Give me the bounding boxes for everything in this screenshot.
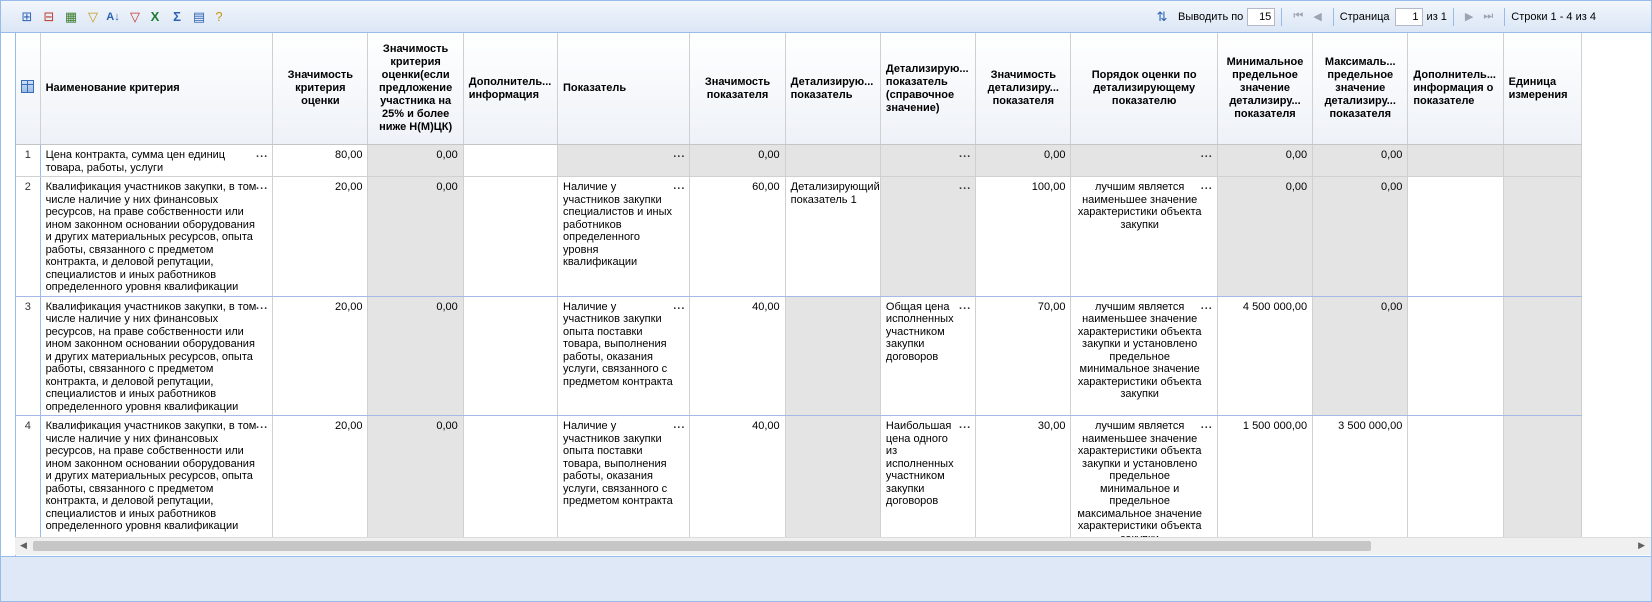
detail-indicator-cell — [785, 145, 880, 177]
unit-cell — [1503, 296, 1581, 416]
next-page-icon[interactable]: ▶ — [1464, 11, 1474, 23]
evaluation-order-text: лучшим является наименьшее значение характеристики объекта закупки и установлено предельное минимальное значение характеристики объекта закупки — [1077, 300, 1202, 400]
clear-filter-icon[interactable]: ▽ — [130, 9, 140, 24]
more-button[interactable]: ... — [673, 419, 686, 431]
criterion-name: Цена контракта, сумма цен единиц товара, работы, услуги — [45, 149, 226, 174]
indicator-extra-cell[interactable] — [1408, 296, 1503, 416]
detail-indicator-ref-cell[interactable] — [880, 296, 975, 416]
col-additional-info[interactable]: Дополнитель... информация — [463, 33, 557, 145]
delete-row-icon[interactable]: ⊟ — [43, 9, 55, 24]
separator — [1504, 8, 1505, 26]
more-button[interactable]: ... — [959, 419, 972, 431]
per-page-input[interactable] — [1247, 8, 1275, 26]
indicator-cell[interactable] — [558, 296, 690, 416]
more-button[interactable]: ... — [673, 299, 686, 312]
more-button[interactable]: ... — [1200, 180, 1213, 192]
indicator-significance-cell[interactable]: 40,00 — [690, 416, 785, 548]
detail-indicator-cell — [785, 296, 880, 416]
indicator-text: Наличие у участников закупки опыта поставки товара, выполнения работы, оказания услуги, связанного с предметом контракта — [563, 420, 673, 507]
unit-cell — [1503, 416, 1581, 548]
additional-info-cell[interactable] — [463, 145, 557, 177]
criterion-significance-cell[interactable]: 20,00 — [273, 296, 368, 416]
detail-indicator-cell — [785, 416, 880, 548]
help-icon[interactable]: ? — [215, 9, 223, 24]
min-value-cell[interactable]: 4 500 000,00 — [1217, 296, 1312, 416]
detail-ref-text: Наибольшая цена одного из исполненных участником закупки договоров — [885, 420, 954, 507]
row-number: 3 — [16, 296, 40, 416]
detail-indicator-cell[interactable]: Детализирующий показатель 1 — [785, 177, 880, 297]
detail-significance-cell[interactable]: 30,00 — [976, 416, 1071, 548]
col-criterion-significance[interactable]: Значимость критерия оценки — [273, 33, 368, 145]
add-row-icon[interactable]: ⊞ — [21, 9, 33, 24]
criterion-name-cell[interactable] — [40, 296, 273, 416]
row-number: 4 — [16, 416, 40, 548]
max-value-cell[interactable]: 3 500 000,00 — [1313, 416, 1408, 548]
col-indicator[interactable]: Показатель — [558, 33, 690, 145]
unit-cell — [1503, 145, 1581, 177]
indicator-text: Наличие у участников закупки опыта поставки товара, выполнения работы, оказания услуги, связанного с предметом контракта — [563, 300, 673, 388]
page-label: Страница — [1339, 10, 1390, 23]
additional-info-cell[interactable] — [463, 416, 557, 548]
criterion-name: Квалификация участников закупки, в том числе наличие у них финансовых ресурсов, на праве собственности или ином законном основании оборудования и других материальных ресурсов, опыта работы, связанного с предметом контракта, и деловой репутации, специалистов и иных работников определенного уровня квалификации — [45, 300, 257, 413]
excel-icon[interactable]: X — [150, 9, 160, 24]
header-row — [16, 33, 1582, 145]
max-value-cell: 0,00 — [1313, 296, 1408, 416]
col-criterion-name[interactable]: Наименование критерия — [40, 33, 273, 145]
more-button[interactable]: ... — [959, 148, 972, 160]
additional-info-cell[interactable] — [463, 296, 557, 416]
grid-toolbar — [1, 1, 1651, 33]
max-value-cell: 0,00 — [1313, 177, 1408, 297]
sort-icon[interactable]: A↓ — [106, 11, 120, 23]
criterion-name-cell[interactable] — [40, 416, 273, 548]
more-button[interactable]: ... — [256, 299, 269, 312]
indicator-extra-cell[interactable] — [1408, 416, 1503, 548]
table-settings-icon[interactable]: ▤ — [192, 9, 206, 24]
indicator-cell — [558, 145, 690, 177]
filter-icon[interactable]: ▽ — [88, 9, 98, 24]
pager — [1154, 1, 1596, 32]
first-page-icon[interactable]: ⏮ — [1293, 10, 1304, 22]
criterion-significance-cell[interactable]: 20,00 — [273, 177, 368, 297]
col-evaluation-order[interactable]: Порядок оценки по детализирующему показателю — [1071, 33, 1217, 145]
detail-significance-cell: 0,00 — [976, 145, 1071, 177]
indicator-extra-cell — [1408, 145, 1503, 177]
table-row[interactable] — [16, 177, 1582, 297]
detail-significance-cell[interactable]: 70,00 — [976, 296, 1071, 416]
separator — [1333, 8, 1334, 26]
more-button[interactable]: ... — [959, 180, 972, 192]
criterion-significance-25-cell: 0,00 — [368, 177, 463, 297]
evaluation-order-cell[interactable] — [1071, 416, 1217, 548]
table-row[interactable] — [16, 416, 1582, 548]
min-value-cell: 0,00 — [1217, 177, 1312, 297]
criterion-significance-cell[interactable]: 20,00 — [273, 416, 368, 548]
criterion-name: Квалификация участников закупки, в том числе наличие у них финансовых ресурсов, на праве собственности или ином законном основании оборудования и других материальных ресурсов, опыта работы, связанного с предметом контракта, и деловой репутации, специалистов и иных работников определенного уровня квалификации — [45, 420, 257, 532]
min-value-cell: 0,00 — [1217, 145, 1312, 177]
separator — [1281, 8, 1282, 26]
row-number: 2 — [16, 177, 40, 297]
sum-icon[interactable]: Σ — [173, 9, 181, 24]
indicator-significance-cell[interactable]: 60,00 — [690, 177, 785, 297]
indicator-extra-cell[interactable] — [1408, 177, 1503, 297]
criterion-name-cell[interactable] — [40, 177, 273, 297]
criterion-significance-25-cell: 0,00 — [368, 296, 463, 416]
min-value-cell[interactable]: 1 500 000,00 — [1217, 416, 1312, 548]
col-indicator-extra[interactable]: Дополнитель... информация о показателе — [1408, 33, 1503, 145]
col-criterion-significance-25[interactable]: Значимость критерия оценки(если предложение участника на 25% и более ниже Н(М)ЦК) — [368, 33, 463, 145]
select-all-header[interactable] — [16, 33, 40, 145]
rows-info: Строки 1 - 4 из 4 — [1511, 10, 1596, 23]
criterion-significance-cell[interactable]: 80,00 — [273, 145, 368, 177]
grid-icon — [21, 80, 34, 93]
criterion-name-cell[interactable] — [40, 145, 273, 177]
row-number: 1 — [16, 145, 40, 177]
per-page-label: Выводить по — [1178, 10, 1244, 23]
more-button[interactable]: ... — [959, 299, 972, 312]
more-button[interactable]: ... — [673, 180, 686, 192]
page-of-label: из 1 — [1426, 10, 1447, 23]
evaluation-order-text: лучшим является наименьшее значение характеристики объекта закупки — [1077, 181, 1202, 231]
scroll-left-icon[interactable]: ◀ — [20, 540, 27, 550]
more-button[interactable]: ... — [1200, 148, 1213, 160]
detail-indicator-ref-cell — [880, 145, 975, 177]
criterion-significance-25-cell: 0,00 — [368, 145, 463, 177]
detail-significance-cell[interactable]: 100,00 — [976, 177, 1071, 297]
evaluation-order-cell — [1071, 145, 1217, 177]
evaluation-order-text: лучшим является наименьшее значение характеристики объекта закупки и установлено предельное минимальное и предельное максимальное значение характеристики объекта — [1077, 420, 1202, 532]
more-button[interactable]: ... — [256, 148, 269, 160]
prev-page-icon[interactable]: ◀ — [1313, 11, 1322, 23]
detail-indicator-ref-cell[interactable] — [880, 416, 975, 548]
criteria-table — [16, 33, 1582, 548]
indicator-text: Наличие у участников закупки специалистов и иных работников определенного уровня квалификации — [563, 181, 672, 268]
col-detail-indicator-ref[interactable]: Детализирую... показатель (справочное значение) — [880, 33, 975, 145]
indicator-significance-cell: 0,00 — [690, 145, 785, 177]
table-row[interactable] — [16, 145, 1582, 177]
detail-indicator-ref-cell — [880, 177, 975, 297]
detail-ref-text: Общая цена исполненных участником закупки договоров — [885, 300, 954, 363]
indicator-cell[interactable] — [558, 177, 690, 297]
unit-cell — [1503, 177, 1581, 297]
table-row[interactable] — [16, 296, 1582, 416]
col-unit[interactable]: Единица измерения — [1503, 33, 1581, 145]
col-indicator-significance[interactable]: Значимость показателя — [690, 33, 785, 145]
criteria-grid — [15, 33, 1652, 564]
horizontal-scrollbar[interactable] — [15, 537, 1651, 555]
max-value-cell: 0,00 — [1313, 145, 1408, 177]
indicator-cell[interactable] — [558, 416, 690, 548]
scroll-right-icon[interactable]: ▶ — [1638, 540, 1645, 550]
page-size-icon[interactable]: ⇅ — [1156, 8, 1168, 24]
scrollbar-thumb[interactable] — [33, 541, 1371, 551]
col-min-value[interactable]: Минимальное предельное значение детализиру... показателя — [1217, 33, 1312, 145]
last-page-icon[interactable]: ⏭ — [1483, 10, 1494, 22]
more-button[interactable]: ... — [1200, 419, 1213, 431]
more-button[interactable]: ... — [673, 148, 686, 160]
criterion-name: Квалификация участников закупки, в том числе наличие у них финансовых ресурсов, на праве собственности или ином законном основании оборудования и других материальных ресурсов, опыта работы, связанного с предметом контракта, и деловой репутации, специалистов и иных работников определенного уровня квалификации — [45, 181, 257, 293]
additional-info-cell[interactable] — [463, 177, 557, 297]
col-detail-significance[interactable]: Значимость детализиру... показателя — [976, 33, 1071, 145]
col-detail-indicator[interactable]: Детализирую... показатель — [785, 33, 880, 145]
more-button[interactable]: ... — [1200, 299, 1213, 312]
indicator-significance-cell[interactable]: 40,00 — [690, 296, 785, 416]
more-button[interactable]: ... — [256, 180, 269, 192]
separator — [1453, 8, 1454, 26]
more-button[interactable]: ... — [256, 419, 269, 431]
calendar-icon[interactable]: ▦ — [64, 9, 78, 24]
criterion-significance-25-cell: 0,00 — [368, 416, 463, 548]
evaluation-order-cell[interactable] — [1071, 296, 1217, 416]
col-max-value[interactable]: Максималь... предельное значение детализиру... показателя — [1313, 33, 1408, 145]
bottom-panel — [1, 556, 1651, 602]
page-input[interactable] — [1395, 8, 1423, 26]
evaluation-order-cell[interactable] — [1071, 177, 1217, 297]
